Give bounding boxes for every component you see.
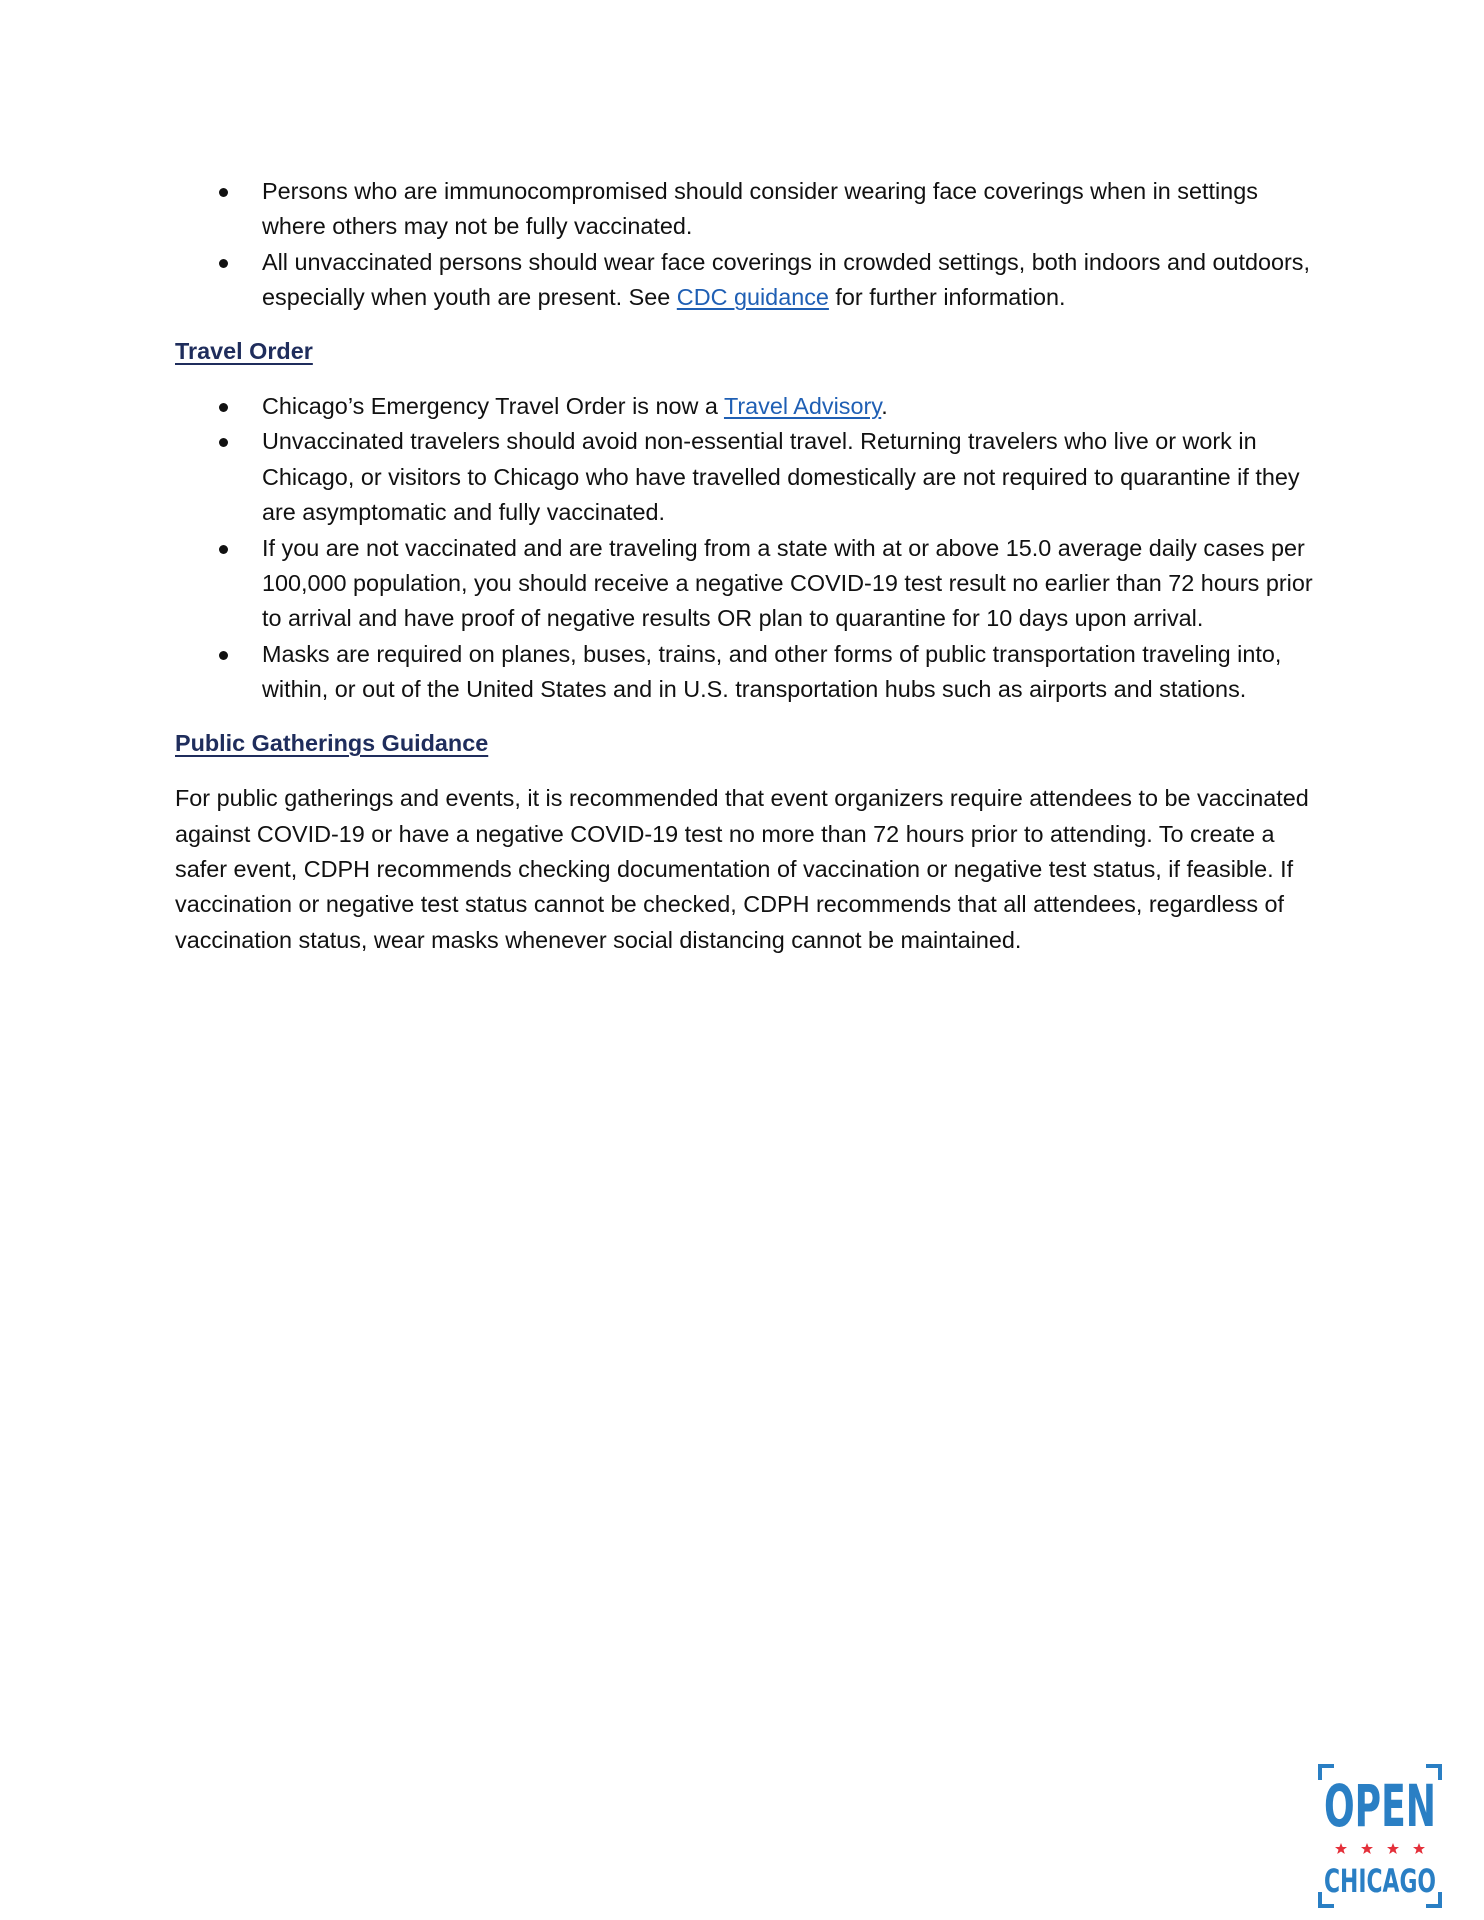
list-item: [175, 637, 1315, 708]
bullet-text: Chicago’s Emergency Travel Order is now a: [262, 393, 724, 420]
open-chicago-logo: [1306, 1762, 1454, 1910]
list-item: [175, 174, 1315, 245]
bullet-icon: [219, 188, 228, 197]
star-icon: [1387, 1843, 1399, 1854]
bullet-text: Persons who are immunocompromised should consider wearing face coverings when in settings where others may not be fully vaccinated.: [262, 178, 1258, 240]
travel-bullet-list: [175, 389, 1315, 708]
bullet-text: If you are not vaccinated and are traveling from a state with at or above 15.0 average daily cases per 100,000 population, you should receive a negative COVID-19 test result no earlier than 72 hours prior to arrival and have proof of negative results OR plan to quarantine for 10 days upon arrival.: [262, 534, 1313, 632]
bullet-text: Masks are required on planes, buses, trains, and other forms of public transportation traveling into, within, or out of the United States and in U.S. transportation hubs such as airports and stations.: [262, 640, 1282, 703]
logo-open-text: OPEN: [1324, 1772, 1436, 1840]
top-bullet-list: [175, 174, 1315, 316]
star-icon: [1413, 1843, 1425, 1854]
list-item: [175, 531, 1315, 637]
logo-chicago-text: CHICAGO: [1324, 1862, 1436, 1900]
bullet-text: .: [881, 393, 888, 420]
bullet-icon: [219, 545, 228, 554]
travel-advisory-link[interactable]: Travel Advisory: [723, 393, 882, 420]
public-gatherings-paragraph: For public gatherings and events, it is recommended that event organizers require attendees to be vaccinated against COVID-19 or have a negative COVID-19 test no more than 72 hours prior to attending. To create a safer event, CDPH recommends checking documentation of vaccination or negative test status, if feasible. If vaccination or negative test status cannot be checked, CDPH recommends that all attendees, regardless of vaccination status, wear masks whenever social distancing cannot be maintained.: [175, 785, 1309, 953]
star-icon: [1335, 1843, 1347, 1854]
bullet-text: All unvaccinated persons should wear face coverings in crowded settings, both indoors and outdoors, especially when youth are present. See: [262, 248, 1310, 311]
list-item: [175, 245, 1315, 316]
bullet-text: for further information.: [828, 284, 1066, 311]
cdc-guidance-link[interactable]: CDC guidance: [676, 284, 829, 311]
travel-order-heading: Travel Order: [175, 337, 313, 364]
bullet-icon: [219, 403, 228, 412]
document-page: [175, 174, 1315, 958]
bullet-icon: [219, 651, 228, 660]
bullet-text: Unvaccinated travelers should avoid non-essential travel. Returning travelers who live or work in Chicago, or visitors to Chicago who have travelled domestically are not required to quarantine if they are asymptomatic and fully vaccinated.: [262, 428, 1300, 526]
list-item: [175, 389, 1315, 424]
bullet-icon: [219, 259, 228, 268]
public-gatherings-heading: Public Gatherings Guidance: [175, 729, 489, 756]
bullet-icon: [219, 438, 228, 447]
logo-stars: [1335, 1843, 1425, 1854]
star-icon: [1361, 1843, 1373, 1854]
list-item: [175, 424, 1315, 530]
